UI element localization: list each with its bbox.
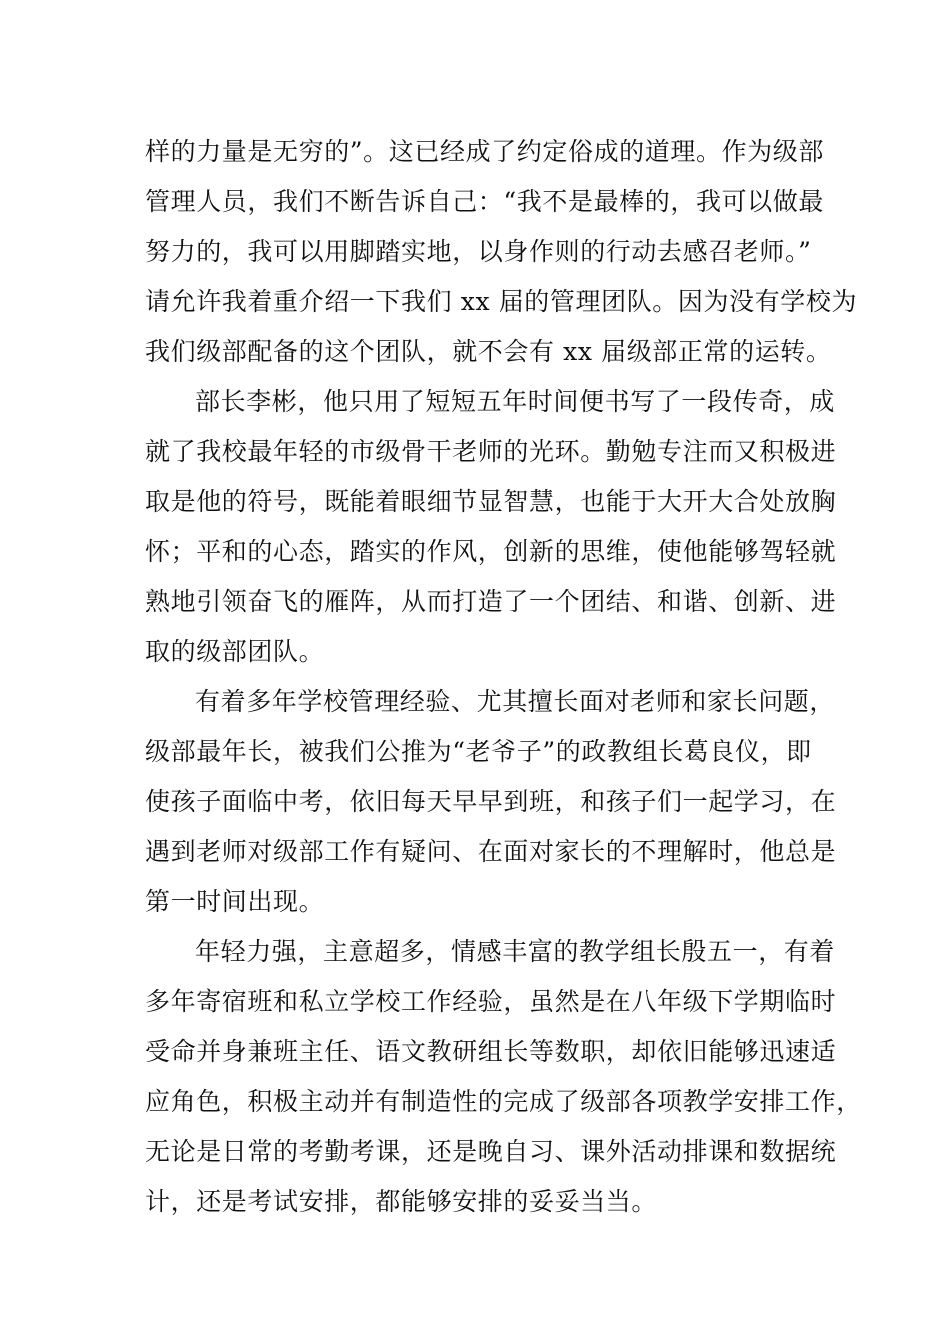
text-line: 取的级部团队。: [145, 637, 325, 666]
text-line: 样的力量是无穷的”。这已经成了约定俗成的道理。作为级部: [145, 137, 824, 166]
text-line: 努力的，我可以用脚踏实地，以身作则的行动去感召老师。”: [145, 237, 812, 266]
text-line: 怀；平和的心态，踏实的作风，创新的思维，使他能够驾轻就: [145, 537, 837, 566]
text-line: 请允许我着重介绍一下我们 xx 届的管理团队。因为没有学校为: [145, 287, 858, 316]
text-line: 熟地引领奋飞的雁阵，从而打造了一个团结、和谐、创新、进: [145, 587, 837, 616]
text-line: 级部最年长，被我们公推为“老爷子”的政教组长葛良仪，即: [145, 737, 812, 766]
text-line: 遇到老师对级部工作有疑问、在面对家长的不理解时，他总是: [145, 837, 837, 866]
text-line: 使孩子面临中考，依旧每天早早到班，和孩子们一起学习，在: [145, 787, 837, 816]
text-line: 第一时间出现。: [145, 887, 325, 916]
text-line: 管理人员，我们不断告诉自己：“我不是最棒的，我可以做最: [145, 187, 824, 216]
text-line: 计，还是考试安排，都能够安排的妥妥当当。: [145, 1187, 658, 1216]
text-line: 受命并身兼班主任、语文教研组长等数职，却依旧能够迅速适: [145, 1037, 837, 1066]
text-line: 我们级部配备的这个团队，就不会有 xx 届级部正常的运转。: [145, 337, 832, 366]
paragraph-first-line: 部长李彬，他只用了短短五年时间便书写了一段传奇，成: [195, 387, 836, 416]
paragraph-first-line: 有着多年学校管理经验、尤其擅长面对老师和家长问题，: [195, 687, 836, 716]
text-line: 多年寄宿班和私立学校工作经验，虽然是在八年级下学期临时: [145, 987, 837, 1016]
document-body: [145, 127, 862, 1227]
text-line: 无论是日常的考勤考课，还是晚自习、课外活动排课和数据统: [145, 1137, 837, 1166]
text-line: 就了我校最年轻的市级骨干老师的光环。勤勉专注而又积极进: [145, 437, 837, 466]
text-line: 应角色，积极主动并有制造性的完成了级部各项教学安排工作，: [145, 1087, 862, 1116]
paragraph-first-line: 年轻力强，主意超多，情感丰富的教学组长殷五一，有着: [195, 937, 836, 966]
text-line: 取是他的符号，既能着眼细节显智慧，也能于大开大合处放胸: [145, 487, 837, 516]
